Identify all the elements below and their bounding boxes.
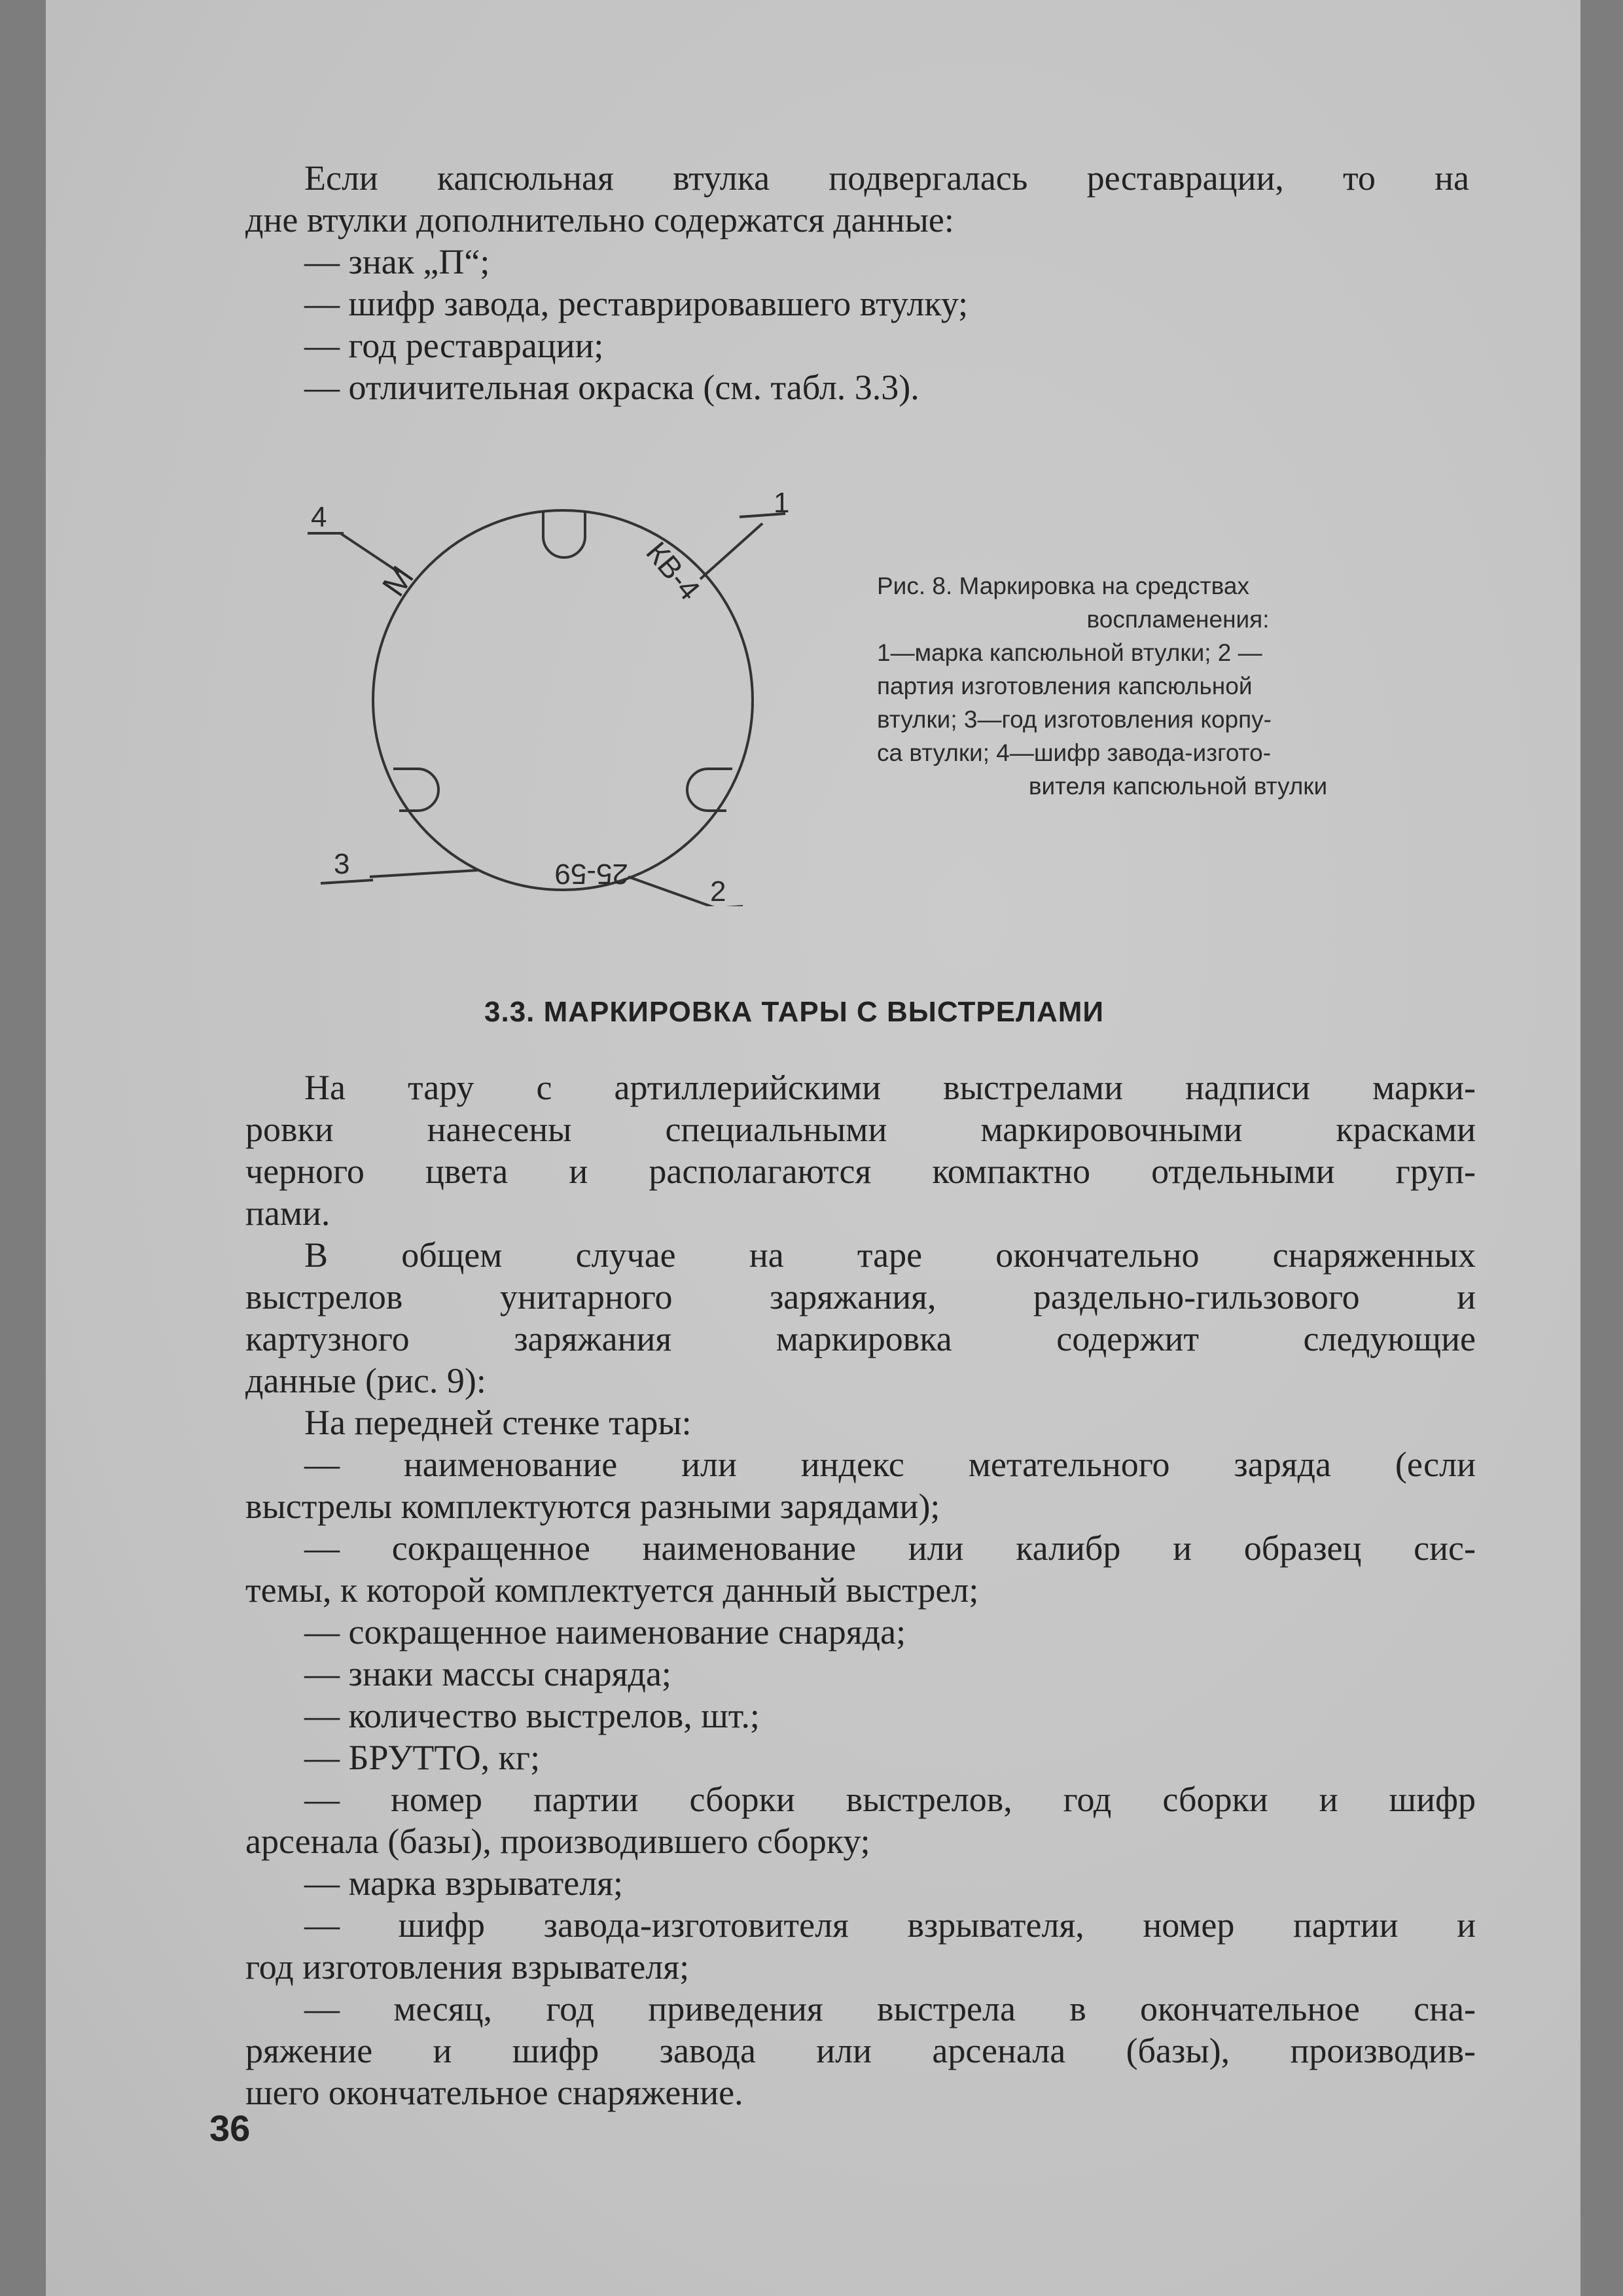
body-line: — сокращенное наименование или калибр и образец сис-: [304, 1528, 1476, 1568]
body-line: черного цвета и располагаются компактно отдельными груп-: [245, 1152, 1476, 1191]
notch-left: [393, 769, 438, 811]
caption-line: воспламенения:: [1086, 606, 1270, 633]
book-page: [46, 0, 1580, 2296]
body-line: — знаки массы снаряда;: [304, 1654, 671, 1693]
body-line: — марка взрывателя;: [304, 1863, 623, 1903]
intro-list-item: — знак „П“;: [304, 242, 490, 281]
intro-list-item: — шифр завода, реставрировавшего втулку;: [304, 284, 969, 323]
section-heading: 3.3. МАРКИРОВКА ТАРЫ С ВЫСТРЕЛАМИ: [484, 996, 1105, 1028]
intro-line: Если капсюльная втулка подвергалась реставрации, то на: [304, 158, 1469, 198]
body-line: выстрелы комплектуются разными зарядами);: [245, 1487, 940, 1526]
body-line: ряжение и шифр завода или арсенала (базы), производив-: [245, 2031, 1476, 2070]
body-line: ровки нанесены специальными маркировочными красками: [245, 1110, 1476, 1149]
caption-line: втулки; 3—год изготовления корпу-: [877, 706, 1272, 733]
caption-line: 1—марка капсюльной втулки; 2 —: [877, 639, 1262, 666]
body-line: картузного заряжания маркировка содержит следующие: [245, 1319, 1476, 1358]
leader-line-1: [700, 523, 762, 579]
body-line: — номер партии сборки выстрелов, год сборки и шифр: [304, 1780, 1476, 1819]
marking-batch-year: 25-59: [554, 858, 628, 890]
body-line: год изготовления взрывателя;: [245, 1947, 690, 1987]
body-line: — БРУТТО, кг;: [304, 1738, 541, 1777]
leader-line-2: [628, 877, 720, 906]
page-number: 36: [209, 2108, 251, 2149]
intro-line: дне втулки дополнительно содержатся данные:: [245, 200, 954, 239]
caption-line: партия изготовления капсюльной: [877, 673, 1253, 699]
body-line: На передней стенке тары:: [304, 1403, 692, 1442]
leader-line-3: [370, 870, 478, 877]
caption-line: вителя капсюльной втулки: [1028, 773, 1328, 800]
callout-3: 3: [334, 848, 350, 880]
figure-caption: [877, 569, 1479, 803]
notch-right: [687, 769, 732, 811]
marking-brand: КВ-4: [639, 535, 707, 607]
marking-factory: М: [375, 559, 421, 603]
intro-list-item: — отличительная окраска (см. табл. 3.3).: [304, 368, 919, 407]
body-line: арсенала (базы), производившего сборку;: [245, 1822, 870, 1861]
body-line: пами.: [245, 1193, 330, 1233]
body-line: На тару с артиллерийскими выстрелами надписи марки-: [304, 1068, 1476, 1107]
body-line: шего окончательное снаряжение.: [245, 2073, 743, 2112]
body-line: темы, к которой комплектуется данный выстрел;: [245, 1570, 979, 1610]
intro-list-item: — год реставрации;: [304, 326, 604, 365]
sleeve-outline: [373, 510, 753, 890]
caption-line: са втулки; 4—шифр завода-изгото-: [877, 739, 1272, 766]
callout-1: 1: [774, 487, 790, 519]
body-line: — сокращенное наименование снаряда;: [304, 1612, 906, 1651]
caption-line: Рис. 8. Маркировка на средствах: [877, 573, 1249, 599]
body-line: данные (рис. 9):: [245, 1361, 486, 1400]
primer-sleeve-diagram: [281, 474, 844, 906]
body-line: — шифр завода-изготовителя взрывателя, номер партии и: [304, 1905, 1476, 1945]
notch-top: [543, 512, 585, 557]
callout-2: 2: [710, 875, 726, 906]
body-line: В общем случае на таре окончательно снаряженных: [304, 1235, 1476, 1275]
body-line: — количество выстрелов, шт.;: [304, 1696, 760, 1735]
body-line: выстрелов унитарного заряжания, раздельно-гильзового и: [245, 1277, 1476, 1316]
body-line: — месяц, год приведения выстрела в окончательное сна-: [304, 1989, 1476, 2028]
body-line: — наименование или индекс метательного заряда (если: [304, 1445, 1476, 1484]
callout-4: 4: [311, 501, 327, 533]
